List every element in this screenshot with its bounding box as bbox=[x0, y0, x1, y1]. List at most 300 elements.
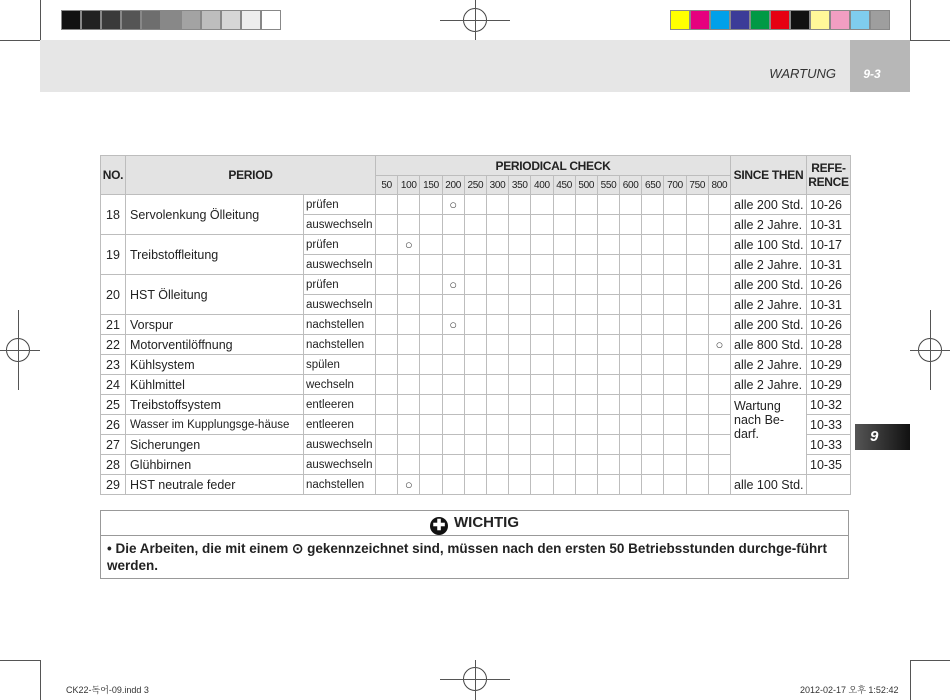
action: nachstellen bbox=[304, 335, 376, 355]
check-cell bbox=[708, 435, 730, 455]
check-cell bbox=[376, 435, 398, 455]
check-mark: ○ bbox=[449, 317, 458, 332]
check-cell bbox=[420, 455, 442, 475]
interval-header: 150 bbox=[420, 176, 442, 195]
maintenance-schedule-table bbox=[100, 155, 851, 495]
check-cell bbox=[708, 415, 730, 435]
action: prüfen bbox=[304, 275, 376, 295]
item-name: Kühlmittel bbox=[126, 375, 304, 395]
action: nachstellen bbox=[304, 315, 376, 335]
check-cell bbox=[553, 235, 575, 255]
check-cell bbox=[620, 255, 642, 275]
crop-mark bbox=[910, 660, 911, 700]
item-name: Wasser im Kupplungsge-häuse bbox=[126, 415, 304, 435]
check-cell bbox=[553, 375, 575, 395]
row-number: 18 bbox=[101, 195, 126, 235]
check-cell bbox=[664, 295, 686, 315]
check-cell bbox=[642, 335, 664, 355]
check-cell bbox=[509, 415, 531, 435]
check-cell bbox=[376, 255, 398, 275]
table-row bbox=[101, 395, 851, 415]
check-cell bbox=[642, 455, 664, 475]
check-cell bbox=[575, 295, 597, 315]
check-cell bbox=[575, 415, 597, 435]
interval-header: 300 bbox=[486, 176, 508, 195]
since-then: alle 100 Std. bbox=[731, 235, 807, 255]
check-cell bbox=[664, 395, 686, 415]
since-then: alle 800 Std. bbox=[731, 335, 807, 355]
check-cell bbox=[442, 275, 464, 295]
check-cell bbox=[620, 355, 642, 375]
check-cell bbox=[376, 355, 398, 375]
check-cell bbox=[664, 455, 686, 475]
check-cell bbox=[686, 335, 708, 355]
check-cell bbox=[531, 255, 553, 275]
check-cell bbox=[553, 215, 575, 235]
check-cell bbox=[398, 355, 420, 375]
row-number: 19 bbox=[101, 235, 126, 275]
since-then: alle 200 Std. bbox=[731, 315, 807, 335]
check-cell bbox=[620, 295, 642, 315]
check-cell bbox=[620, 455, 642, 475]
check-cell bbox=[486, 275, 508, 295]
check-cell bbox=[398, 255, 420, 275]
check-cell bbox=[376, 375, 398, 395]
check-cell bbox=[686, 435, 708, 455]
row-number: 24 bbox=[101, 375, 126, 395]
check-mark: ○ bbox=[404, 237, 413, 252]
check-cell bbox=[509, 315, 531, 335]
action: auswechseln bbox=[304, 255, 376, 275]
color-swatch bbox=[710, 10, 730, 30]
check-cell bbox=[642, 235, 664, 255]
color-swatch bbox=[830, 10, 850, 30]
action: prüfen bbox=[304, 195, 376, 215]
check-cell bbox=[486, 315, 508, 335]
interval-header: 700 bbox=[664, 176, 686, 195]
color-swatch bbox=[261, 10, 281, 30]
check-cell bbox=[531, 435, 553, 455]
check-cell bbox=[664, 355, 686, 375]
check-cell bbox=[420, 355, 442, 375]
reference: 10-29 bbox=[807, 375, 851, 395]
action: spülen bbox=[304, 355, 376, 375]
interval-header: 200 bbox=[442, 176, 464, 195]
check-cell bbox=[486, 415, 508, 435]
check-cell bbox=[531, 235, 553, 255]
since-then: alle 2 Jahre. bbox=[731, 295, 807, 315]
check-cell bbox=[442, 235, 464, 255]
check-cell bbox=[531, 395, 553, 415]
table-row bbox=[101, 355, 851, 375]
color-swatch bbox=[221, 10, 241, 30]
check-cell bbox=[597, 275, 619, 295]
check-cell bbox=[509, 455, 531, 475]
color-swatch bbox=[61, 10, 81, 30]
action: prüfen bbox=[304, 235, 376, 255]
table-row bbox=[101, 275, 851, 295]
check-cell bbox=[642, 275, 664, 295]
since-then: alle 200 Std. bbox=[731, 195, 807, 215]
row-number: 25 bbox=[101, 395, 126, 415]
check-cell bbox=[553, 335, 575, 355]
check-cell bbox=[553, 435, 575, 455]
page-number-tab bbox=[850, 40, 910, 92]
check-cell bbox=[442, 355, 464, 375]
row-number: 26 bbox=[101, 415, 126, 435]
check-cell bbox=[620, 275, 642, 295]
check-cell bbox=[509, 375, 531, 395]
check-cell bbox=[620, 415, 642, 435]
reference: 10-33 bbox=[807, 415, 851, 435]
color-swatch bbox=[810, 10, 830, 30]
check-cell bbox=[398, 375, 420, 395]
check-cell bbox=[597, 335, 619, 355]
interval-header: 600 bbox=[620, 176, 642, 195]
check-cell bbox=[531, 315, 553, 335]
action: auswechseln bbox=[304, 435, 376, 455]
check-cell bbox=[597, 295, 619, 315]
item-name: Motorventilöffnung bbox=[126, 335, 304, 355]
table-body bbox=[101, 195, 851, 495]
check-cell bbox=[620, 395, 642, 415]
check-cell bbox=[398, 475, 420, 495]
check-cell bbox=[620, 235, 642, 255]
interval-header: 550 bbox=[597, 176, 619, 195]
check-cell bbox=[575, 355, 597, 375]
check-cell bbox=[597, 395, 619, 415]
interval-header: 100 bbox=[398, 176, 420, 195]
reference: 10-35 bbox=[807, 455, 851, 475]
since-then: alle 2 Jahre. bbox=[731, 255, 807, 275]
check-cell bbox=[708, 475, 730, 495]
registration-line bbox=[475, 660, 476, 700]
chapter-tab: 9 bbox=[855, 424, 910, 450]
color-swatch bbox=[670, 10, 690, 30]
check-cell bbox=[686, 395, 708, 415]
check-cell bbox=[553, 475, 575, 495]
color-swatch bbox=[850, 10, 870, 30]
color-swatch bbox=[141, 10, 161, 30]
check-cell bbox=[464, 315, 486, 335]
check-cell bbox=[420, 475, 442, 495]
registration-line bbox=[475, 0, 476, 40]
color-swatch bbox=[161, 10, 181, 30]
column-header-reference bbox=[807, 156, 851, 195]
check-cell bbox=[686, 455, 708, 475]
check-cell bbox=[486, 375, 508, 395]
check-cell bbox=[531, 195, 553, 215]
reference-header-text: REFE- RENCE bbox=[808, 161, 849, 189]
check-cell bbox=[686, 355, 708, 375]
reference: 10-26 bbox=[807, 315, 851, 335]
check-cell bbox=[664, 475, 686, 495]
check-cell bbox=[620, 195, 642, 215]
reference bbox=[807, 475, 851, 495]
check-cell bbox=[398, 395, 420, 415]
check-cell bbox=[642, 295, 664, 315]
check-cell bbox=[486, 255, 508, 275]
check-cell bbox=[509, 475, 531, 495]
table-row bbox=[101, 195, 851, 215]
interval-header: 400 bbox=[531, 176, 553, 195]
check-cell bbox=[597, 195, 619, 215]
check-cell bbox=[708, 395, 730, 415]
check-mark: ○ bbox=[449, 197, 458, 212]
check-cell bbox=[376, 475, 398, 495]
check-cell bbox=[708, 255, 730, 275]
check-cell bbox=[686, 275, 708, 295]
action: entleeren bbox=[304, 415, 376, 435]
check-cell bbox=[686, 295, 708, 315]
reference: 10-31 bbox=[807, 255, 851, 275]
check-cell bbox=[664, 195, 686, 215]
interval-header: 500 bbox=[575, 176, 597, 195]
check-cell bbox=[620, 315, 642, 335]
color-swatch bbox=[730, 10, 750, 30]
check-mark: ○ bbox=[404, 477, 413, 492]
check-cell bbox=[420, 435, 442, 455]
check-mark: ○ bbox=[449, 277, 458, 292]
row-number: 27 bbox=[101, 435, 126, 455]
check-cell bbox=[464, 355, 486, 375]
check-cell bbox=[420, 275, 442, 295]
check-cell bbox=[420, 335, 442, 355]
check-cell bbox=[398, 415, 420, 435]
column-header-periodical-check: PERIODICAL CHECK bbox=[376, 156, 731, 176]
check-cell bbox=[597, 355, 619, 375]
check-cell bbox=[509, 275, 531, 295]
check-cell bbox=[398, 335, 420, 355]
registration-line bbox=[930, 310, 931, 390]
color-swatch bbox=[81, 10, 101, 30]
check-cell bbox=[486, 335, 508, 355]
check-cell bbox=[442, 315, 464, 335]
color-swatch bbox=[241, 10, 261, 30]
item-name: Vorspur bbox=[126, 315, 304, 335]
section-title: WARTUNG bbox=[769, 66, 836, 81]
reference: 10-29 bbox=[807, 355, 851, 375]
check-cell bbox=[575, 195, 597, 215]
crop-mark bbox=[910, 0, 911, 40]
column-header-since-then: SINCE THEN bbox=[731, 156, 807, 195]
check-cell bbox=[509, 435, 531, 455]
check-cell bbox=[553, 415, 575, 435]
item-name: Sicherungen bbox=[126, 435, 304, 455]
item-name: Treibstoffsystem bbox=[126, 395, 304, 415]
check-cell bbox=[597, 235, 619, 255]
check-cell bbox=[642, 355, 664, 375]
check-cell bbox=[509, 215, 531, 235]
check-cell bbox=[486, 215, 508, 235]
interval-header: 650 bbox=[642, 176, 664, 195]
check-cell bbox=[553, 255, 575, 275]
check-cell bbox=[708, 235, 730, 255]
crop-mark bbox=[910, 660, 950, 661]
check-cell bbox=[664, 255, 686, 275]
check-cell bbox=[464, 295, 486, 315]
reference: 10-31 bbox=[807, 215, 851, 235]
check-cell bbox=[575, 455, 597, 475]
check-cell bbox=[442, 435, 464, 455]
check-cell bbox=[664, 415, 686, 435]
page-number: 9-3 bbox=[863, 67, 881, 81]
check-cell bbox=[486, 195, 508, 215]
check-cell bbox=[575, 335, 597, 355]
check-cell bbox=[509, 395, 531, 415]
check-cell bbox=[442, 475, 464, 495]
check-cell bbox=[509, 255, 531, 275]
action: entleeren bbox=[304, 395, 376, 415]
check-cell bbox=[708, 215, 730, 235]
check-cell bbox=[486, 395, 508, 415]
check-cell bbox=[376, 195, 398, 215]
check-cell bbox=[420, 315, 442, 335]
color-swatch bbox=[690, 10, 710, 30]
check-cell bbox=[376, 395, 398, 415]
check-cell bbox=[575, 215, 597, 235]
check-cell bbox=[531, 215, 553, 235]
since-then: alle 100 Std. bbox=[731, 475, 807, 495]
item-name: Treibstoffleitung bbox=[126, 235, 304, 275]
footer-file-info: CK22-독어-09.indd 3 bbox=[66, 685, 149, 695]
check-cell bbox=[597, 475, 619, 495]
check-cell bbox=[442, 215, 464, 235]
reference: 10-28 bbox=[807, 335, 851, 355]
check-cell bbox=[686, 235, 708, 255]
check-cell bbox=[486, 235, 508, 255]
color-swatch bbox=[770, 10, 790, 30]
table-row bbox=[101, 475, 851, 495]
check-cell bbox=[575, 395, 597, 415]
action: auswechseln bbox=[304, 215, 376, 235]
check-cell bbox=[486, 295, 508, 315]
reference: 10-26 bbox=[807, 275, 851, 295]
table-row bbox=[101, 375, 851, 395]
interval-header: 350 bbox=[509, 176, 531, 195]
check-cell bbox=[708, 275, 730, 295]
check-cell bbox=[642, 315, 664, 335]
row-number: 29 bbox=[101, 475, 126, 495]
item-name: HST Ölleitung bbox=[126, 275, 304, 315]
check-cell bbox=[376, 455, 398, 475]
check-cell bbox=[531, 375, 553, 395]
notice-header bbox=[101, 511, 848, 536]
check-cell bbox=[531, 335, 553, 355]
check-cell bbox=[664, 315, 686, 335]
check-cell bbox=[642, 255, 664, 275]
check-cell bbox=[464, 395, 486, 415]
check-cell bbox=[509, 295, 531, 315]
check-cell bbox=[531, 455, 553, 475]
check-cell bbox=[553, 355, 575, 375]
check-cell bbox=[376, 315, 398, 335]
check-cell bbox=[420, 395, 442, 415]
check-cell bbox=[531, 275, 553, 295]
check-cell bbox=[686, 215, 708, 235]
since-then: alle 200 Std. bbox=[731, 275, 807, 295]
check-cell bbox=[575, 475, 597, 495]
check-cell bbox=[398, 315, 420, 335]
check-cell bbox=[420, 295, 442, 315]
check-cell bbox=[398, 295, 420, 315]
check-cell bbox=[486, 475, 508, 495]
check-cell bbox=[642, 415, 664, 435]
reference: 10-26 bbox=[807, 195, 851, 215]
interval-header: 800 bbox=[708, 176, 730, 195]
check-cell bbox=[509, 235, 531, 255]
check-cell bbox=[464, 255, 486, 275]
check-cell bbox=[509, 335, 531, 355]
check-cell bbox=[642, 195, 664, 215]
check-cell bbox=[664, 435, 686, 455]
color-swatch bbox=[201, 10, 221, 30]
item-name: Glühbirnen bbox=[126, 455, 304, 475]
reference: 10-31 bbox=[807, 295, 851, 315]
check-cell bbox=[620, 435, 642, 455]
check-cell bbox=[553, 315, 575, 335]
check-cell bbox=[708, 335, 730, 355]
crop-mark bbox=[0, 660, 40, 661]
check-cell bbox=[686, 315, 708, 335]
check-cell bbox=[708, 375, 730, 395]
check-cell bbox=[442, 295, 464, 315]
check-cell bbox=[464, 275, 486, 295]
check-cell bbox=[664, 275, 686, 295]
registration-line bbox=[0, 350, 40, 351]
check-cell bbox=[509, 355, 531, 375]
check-cell bbox=[708, 195, 730, 215]
column-header-no: NO. bbox=[101, 156, 126, 195]
check-cell bbox=[708, 295, 730, 315]
check-cell bbox=[642, 215, 664, 235]
reference: 10-17 bbox=[807, 235, 851, 255]
check-cell bbox=[420, 375, 442, 395]
check-cell bbox=[597, 435, 619, 455]
check-cell bbox=[553, 395, 575, 415]
color-swatch bbox=[121, 10, 141, 30]
check-cell bbox=[664, 235, 686, 255]
check-cell bbox=[620, 375, 642, 395]
check-cell bbox=[464, 435, 486, 455]
crop-mark bbox=[40, 0, 41, 40]
registration-line bbox=[18, 310, 19, 390]
item-name: Kühlsystem bbox=[126, 355, 304, 375]
check-cell bbox=[686, 255, 708, 275]
reference: 10-33 bbox=[807, 435, 851, 455]
check-cell bbox=[442, 455, 464, 475]
check-cell bbox=[620, 475, 642, 495]
check-cell bbox=[708, 315, 730, 335]
check-cell bbox=[531, 355, 553, 375]
check-cell bbox=[464, 415, 486, 435]
footer-timestamp: 2012-02-17 오후 1:52:42 bbox=[800, 685, 899, 695]
check-cell bbox=[575, 435, 597, 455]
check-cell bbox=[553, 275, 575, 295]
check-cell bbox=[376, 295, 398, 315]
check-cell bbox=[575, 275, 597, 295]
check-cell bbox=[376, 215, 398, 235]
color-swatch bbox=[750, 10, 770, 30]
check-cell bbox=[464, 335, 486, 355]
check-cell bbox=[442, 415, 464, 435]
since-then: alle 2 Jahre. bbox=[731, 355, 807, 375]
interval-header: 750 bbox=[686, 176, 708, 195]
check-cell bbox=[553, 295, 575, 315]
item-name: Servolenkung Ölleitung bbox=[126, 195, 304, 235]
check-cell bbox=[686, 415, 708, 435]
check-cell bbox=[442, 375, 464, 395]
